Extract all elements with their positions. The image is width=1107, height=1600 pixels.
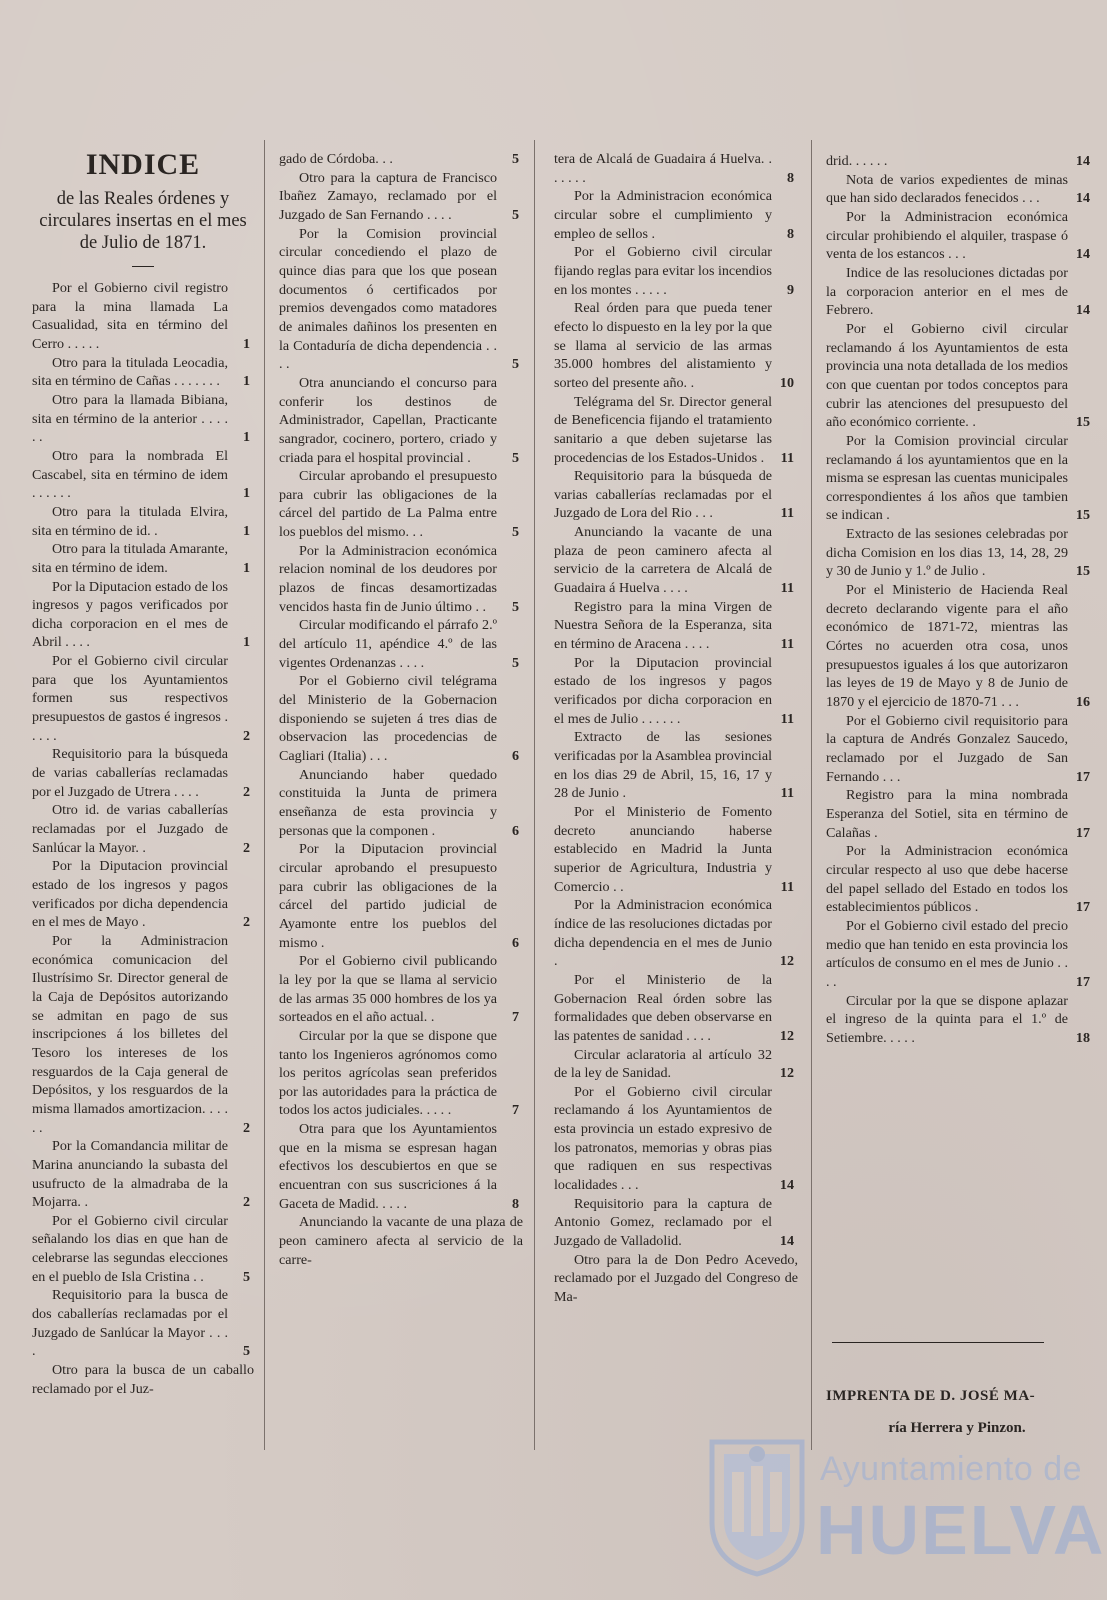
index-entry (554, 1195, 798, 1251)
entry-text: Por el Gobierno civil requisitorio para la captura de Andrés Gonzalez Saucedo, reclamado por el Juzgado de San Fernando . . . (826, 712, 1068, 785)
index-entry (554, 393, 798, 468)
entry-page-number: 6 (511, 748, 519, 764)
entry-page-number: 7 (511, 1102, 519, 1119)
index-entry (279, 1213, 523, 1269)
entry-page-number: 6 (511, 822, 519, 839)
index-entry (32, 540, 254, 577)
column-rule (264, 140, 265, 1450)
column-rule (811, 140, 812, 1450)
index-entry (826, 264, 1094, 320)
entry-page-number: 14 (1075, 190, 1090, 207)
entry-page-number: 2 (242, 839, 250, 856)
entry-text: Otro para la titulada Elvira, sita en término de id. . (32, 503, 228, 539)
entry-text: Por el Gobierno civil circular reclamando á los Ayuntamientos de esta provincia una nota detallada de los medios con que cuentan por todos conceptos para cubrir las atenciones del presupuesto del año económico corriente. . (826, 320, 1068, 431)
entry-text: Requisitorio para la búsqueda de varias caballerías reclamadas por el Juzgado de Utrera . . . . (32, 746, 228, 800)
entry-text: Otro para la nombrada El Cascabel, sita en término de idem . . . . . . (32, 447, 228, 502)
index-entry (279, 1027, 523, 1120)
entry-page-number: 8 (511, 1195, 519, 1212)
entry-text: Por el Gobierno civil publicando la ley por la que se llama al servicio de las armas 35 000 hombres de los ya sorteados en el año actual. . (279, 953, 497, 1026)
entry-text: Por la Administracion económica circular sobre el cumplimiento y empleo de sellos . (554, 188, 772, 242)
index-entry (32, 1137, 254, 1212)
entry-text: Circular por la que se dispone que tanto los Ingenieros agrónomos como los peritos agrícolas sean preferidos por las autoridades para la práctica de todos los actos judiciales. . . . . (279, 1027, 497, 1119)
entry-text: tera de Alcalá de Guadaira á Huelva. . . . . . . (554, 151, 772, 186)
entry-page-number: 8 (786, 225, 794, 242)
index-entry (554, 896, 798, 971)
index-column-4 (826, 152, 1094, 1048)
entry-page-number: 5 (511, 654, 519, 671)
entry-text: Por la Administracion económica circular prohibiendo el alquiler, traspase ó venta de los estancos . . . (826, 208, 1068, 263)
entry-text: Anunciando la vacante de una plaza de peon caminero afecta al servicio de la carre- (279, 1214, 523, 1268)
entry-text: Anunciando haber quedado constituida la Junta de primera enseñanza de esta provincia y personas que la componen . (279, 766, 497, 839)
entry-page-number: 1 (242, 373, 250, 390)
entry-text: Registro para la mina nombrada Esperanza del Sotiel, sita en término de Calañas . (826, 787, 1068, 841)
index-entry (826, 432, 1094, 525)
index-entry (554, 971, 798, 1046)
entry-page-number: 2 (242, 1119, 250, 1136)
entry-page-number: 12 (779, 953, 794, 970)
index-entry (826, 992, 1094, 1048)
index-entry (279, 542, 523, 617)
index-entry (554, 187, 798, 243)
entry-page-number: 15 (1075, 507, 1090, 524)
index-entry (826, 208, 1094, 264)
index-entry (279, 616, 523, 672)
index-column-1 (32, 148, 254, 1398)
index-entry (554, 1083, 798, 1195)
entry-text: Extracto de las sesiones celebradas por dicha Comision en los dias 13, 14, 28, 29 y 30 de Junio y 1.º de Julio . (826, 526, 1068, 580)
entry-text: Por la Administracion económica comunicacion del Ilustrísimo Sr. Director general de la Caja de Depósitos autorizando se admitan en pago de sus inscripciones á los billetes del Tesoro los intereses de los resguardos de la Caja general de Depósitos, y los resguardos de la misma llamados amortizacion. . . . . . (32, 932, 228, 1136)
entry-text: Por el Gobierno civil estado del precio medio que han tenido en esta provincia los artículos de consumo en el mes de Junio . . . . (826, 917, 1068, 990)
entry-page-number: 2 (242, 783, 250, 800)
coat-of-arms-icon (702, 1432, 812, 1578)
index-entry (826, 152, 1094, 171)
entry-text: Por el Ministerio de Hacienda Real decreto declarando vigente para el año económico de 1871-72, mientras las Córtes no acuerden otra cosa, unos presupuestos iguales á los que autorizaron las leyes de 19 de Mayo y 8 de Junio de 1870 y el ejercicio de 1870-71 . . . (826, 582, 1068, 711)
index-entry (554, 654, 798, 729)
imprint-line-2: ría Herrera y Pinzon. (888, 1420, 1026, 1436)
entry-text: Otro para la busca de un caballo reclamado por el Juz- (32, 1362, 254, 1397)
entry-text: gado de Córdoba. . . (279, 151, 393, 167)
index-entry (32, 447, 254, 503)
entry-text: Por el Gobierno civil circular para que los Ayuntamientos formen sus respectivos presupuestos de gastos é ingresos . . . . . (32, 653, 228, 744)
entry-page-number: 1 (242, 429, 250, 446)
index-entry (826, 842, 1094, 917)
entry-page-number: 11 (780, 505, 794, 522)
entry-text: Por la Comision provincial circular reclamando á los ayuntamientos que en la misma se espresan las cuentas municipales correspondientes á los años que tambien se indican . (826, 432, 1068, 524)
entry-page-number: 11 (780, 580, 794, 597)
index-entry (279, 169, 523, 225)
entry-page-number: 5 (242, 1343, 250, 1360)
index-entry (279, 1120, 523, 1213)
entry-text: Por la Administracion económica índice de las resoluciones dictadas por dicha dependencia en el mes de Junio . (554, 897, 772, 970)
entry-text: Por el Ministerio de la Gobernacion Real órden sobre las formalidades que deben observarse en las patentes de sanidad . . . . (554, 971, 772, 1044)
index-entry (32, 279, 254, 354)
entry-page-number: 17 (1075, 899, 1090, 916)
index-entry (32, 354, 254, 391)
entry-page-number: 14 (1075, 153, 1090, 169)
entry-page-number: 6 (511, 934, 519, 951)
entry-page-number: 5 (511, 151, 519, 167)
entry-page-number: 12 (779, 1065, 794, 1082)
entry-page-number: 5 (511, 356, 519, 373)
entry-page-number: 5 (511, 524, 519, 541)
entry-page-number: 18 (1075, 1029, 1090, 1046)
index-entry (32, 578, 254, 653)
entry-page-number: 17 (1075, 824, 1090, 841)
entry-text: Otro id. de varias caballerías reclamadas por el Juzgado de Sanlúcar la Mayor. . (32, 802, 228, 856)
column-rule (534, 140, 535, 1450)
index-entry (554, 243, 798, 299)
entry-text: Otro para la titulada Leocadia, sita en término de Cañas . . . . . . . (32, 354, 228, 390)
index-entry (826, 320, 1094, 432)
entry-page-number: 11 (780, 785, 794, 802)
entry-page-number: 17 (1075, 973, 1090, 990)
index-entry (32, 932, 254, 1137)
entry-text: Requisitorio para la busca de dos caballerías reclamadas por el Juzgado de Sanlúcar la Mayor . . . . (32, 1287, 228, 1360)
entry-text: Por el Ministerio de Fomento decreto anunciando haberse establecido en Madrid la Junta superior de Agricultura, Industria y Comercio . . (554, 803, 772, 895)
entry-text: Por la Diputacion provincial circular aprobando el presupuesto para cubrir las obligaciones de la cárcel del partido judicial de Ayamonte entre los pueblos del mismo . (279, 841, 497, 951)
entry-text: Por el Gobierno civil circular fijando reglas para evitar los incendios en los montes . . . . . (554, 244, 772, 298)
entry-page-number: 15 (1075, 414, 1090, 431)
imprint-line-1: IMPRENTA DE D. JOSÉ MA- (826, 1388, 1036, 1404)
entry-page-number: 2 (242, 1194, 250, 1211)
entry-page-number: 1 (242, 559, 250, 576)
index-entry (554, 803, 798, 896)
entry-text: Circular por la que se dispone aplazar el ingreso de la quinta para el 1.º de Setiembre. . . . . (826, 992, 1068, 1046)
entry-text: Otra anunciando el concurso para conferir los destinos de Administrador, Capellan, Practicante sangrador, cocinero, portero, criado y criada para el hospital provincial . (279, 374, 497, 466)
entry-text: Otro para la captura de Francisco Ibañez Zamayo, reclamado por el Juzgado de San Fernando . . . . (279, 169, 497, 223)
entry-page-number: 5 (511, 449, 519, 466)
entry-text: Por la Diputacion provincial estado de los ingresos y pagos verificados por dicha dependencia en el mes de Mayo . (32, 858, 228, 931)
entry-page-number: 5 (511, 206, 519, 223)
index-entry (554, 1046, 798, 1083)
entry-text: Circular aclaratoria al artículo 32 de la ley de Sanidad. (554, 1046, 772, 1082)
title-divider (132, 266, 154, 267)
entry-page-number: 1 (242, 335, 250, 352)
entry-text: Nota de varios expedientes de minas que han sido declarados fenecidos . . . (826, 171, 1068, 207)
index-entry (32, 857, 254, 932)
entry-page-number: 12 (779, 1027, 794, 1044)
index-column-3 (554, 150, 798, 1307)
index-entry (826, 525, 1094, 581)
index-entry (826, 786, 1094, 842)
entry-text: Requisitorio para la captura de Antonio Gomez, reclamado por el Juzgado de Valladolid. (554, 1195, 772, 1250)
index-entry (32, 1212, 254, 1287)
entry-page-number: 11 (780, 636, 794, 653)
entry-text: Telégrama del Sr. Director general de Beneficencia fijando el tratamiento sanitario a que deben sujetarse las procedencias de los Estados-Unidos . (554, 393, 772, 466)
entry-page-number: 14 (1075, 246, 1090, 263)
index-entry (826, 171, 1094, 208)
index-entry (32, 391, 254, 447)
entry-text: Registro para la mina Virgen de Nuestra Señora de la Esperanza, sita en término de Aracena . . . . (554, 598, 772, 653)
entry-text: Otro para la titulada Amarante, sita en término de idem. (32, 541, 228, 576)
entry-text: Real órden para que pueda tener efecto lo dispuesto en la ley por la que se llama al servicio de las armas 35.000 hombres del alistamiento y sorteo del presente año. . (554, 300, 772, 391)
index-entry (279, 467, 523, 542)
index-entry (826, 917, 1094, 992)
entry-text: Otra para que los Ayuntamientos que en la misma se espresan hagan efectivos los descubiertos en que se encuentran con sus suscriciones á la Gaceta de Madid. . . . . (279, 1121, 497, 1212)
entry-text: Por la Comision provincial circular concediendo el plazo de quince dias para que los que posean documentos ó certificados por premios devengados como matadores de animales dañinos los presenten en la Contaduría de dicha dependencia . . . . (279, 225, 497, 373)
index-entry (32, 745, 254, 801)
entry-page-number: 11 (780, 710, 794, 727)
entry-text: drid. . . . . . (826, 153, 888, 169)
watermark-line-1: Ayuntamiento de (820, 1450, 1083, 1488)
entry-text: Por la Administracion económica relacion nominal de los deudores por plazos de fincas desamortizadas vencidos hasta fin de Junio último . . (279, 542, 497, 615)
entry-text: Por la Diputacion provincial estado de los ingresos y pagos verificados por dicha corporacion en el mes de Julio . . . . . . (554, 654, 772, 727)
index-entry (554, 467, 798, 523)
watermark-line-2: HUELVA (816, 1491, 1106, 1569)
entry-page-number: 8 (786, 169, 794, 186)
index-entry (279, 672, 523, 765)
entry-text: Por la Administracion económica circular respecto al uso que debe hacerse del papel sellado del Estado en todos los establecimientos públicos . (826, 843, 1068, 916)
index-entry (32, 1286, 254, 1361)
index-entry (279, 840, 523, 952)
index-entry (279, 225, 523, 374)
entry-text: Por el Gobierno civil registro para la mina llamada La Casualidad, sita en término del Cerro . . . . . (32, 280, 228, 352)
index-entry (279, 952, 523, 1027)
entry-page-number: 5 (511, 598, 519, 615)
entry-page-number: 17 (1075, 768, 1090, 785)
index-entry (826, 581, 1094, 712)
entry-text: Anunciando la vacante de una plaza de peon caminero afecta al servicio de la carretera de Alcalá de Guadaira á Huelva . . . . (554, 524, 772, 597)
entry-text: Extracto de las sesiones verificadas por la Asamblea provincial en los dias 29 de Abril, 15, 16, 17 y 28 de Junio . (554, 729, 772, 802)
entry-page-number: 10 (779, 374, 794, 391)
index-entry (32, 652, 254, 745)
entry-text: Otro para la llamada Bibiana, sita en término de la anterior . . . . . . (32, 391, 228, 446)
entry-text: Circular modificando el párrafo 2.º del artículo 11, apéndice 4.º de las vigentes Ordenanzas . . . . (279, 617, 497, 671)
entry-page-number: 7 (511, 1009, 519, 1026)
index-entry (554, 598, 798, 654)
index-entry (279, 766, 523, 841)
index-entry (279, 150, 523, 169)
entry-text: Por el Gobierno civil telégrama del Ministerio de la Gobernacion disponiendo se sujeten á tres dias de observacion las procedencias de Cagliari (Italia) . . . (279, 673, 497, 764)
entry-page-number: 1 (242, 634, 250, 651)
index-entry (32, 801, 254, 857)
entry-page-number: 1 (242, 522, 250, 539)
entry-page-number: 14 (779, 1177, 794, 1194)
entry-text: Por la Diputacion estado de los ingresos y pagos verificados por dicha corporacion en el mes de Abril . . . . (32, 578, 228, 651)
index-column-2 (279, 150, 523, 1269)
entry-text: Otro para la de Don Pedro Acevedo, reclamado por el Juzgado del Congreso de Ma- (554, 1251, 798, 1306)
index-entry (554, 150, 798, 187)
archive-watermark (692, 1418, 1106, 1588)
index-entry (826, 712, 1094, 787)
index-entry (554, 1251, 798, 1307)
entry-page-number: 2 (242, 914, 250, 931)
entry-text: Por el Gobierno civil circular señalando los dias en que han de celebrarse las segundas elecciones en el pueblo de Isla Cristina . . (32, 1212, 228, 1285)
index-entry (554, 299, 798, 392)
entry-page-number: 11 (780, 878, 794, 895)
entry-page-number: 16 (1075, 694, 1090, 711)
index-entry (554, 728, 798, 803)
entry-page-number: 1 (242, 485, 250, 502)
entry-page-number: 15 (1075, 563, 1090, 580)
index-subtitle: de las Reales órdenes y circulares insertas en el mes de Julio de 1871. (39, 189, 247, 253)
entry-text: Circular aprobando el presupuesto para cubrir las obligaciones de la cárcel del partido de La Palma entre los pueblos del mismo. . . (279, 468, 497, 541)
entry-text: Por la Comandancia militar de Marina anunciando la subasta del usufructo de la almadraba de la Mojarra. . (32, 1138, 228, 1211)
entry-page-number: 2 (242, 727, 250, 744)
index-entry (32, 503, 254, 540)
entry-page-number: 5 (242, 1268, 250, 1285)
index-title: INDICE (85, 148, 201, 181)
entry-page-number: 11 (780, 449, 794, 466)
entry-page-number: 9 (786, 281, 794, 298)
entry-page-number: 14 (1075, 302, 1090, 319)
entry-text: Requisitorio para la búsqueda de varias caballerías reclamadas por el Juzgado de Lora del Rio . . . (554, 468, 772, 522)
index-entry (32, 1361, 254, 1398)
index-entry (554, 523, 798, 598)
imprint-divider (832, 1342, 1044, 1343)
entry-page-number: 14 (779, 1233, 794, 1250)
entry-text: Por el Gobierno civil circular reclamando á los Ayuntamientos de esta provincia un estado expresivo de los patronatos, memorias y obras pias que radiquen en sus respectivas localidades . . . (554, 1083, 772, 1194)
index-entry (279, 374, 523, 467)
entry-text: Indice de las resoluciones dictadas por la corporacion anterior en el mes de Febrero. (826, 264, 1068, 319)
